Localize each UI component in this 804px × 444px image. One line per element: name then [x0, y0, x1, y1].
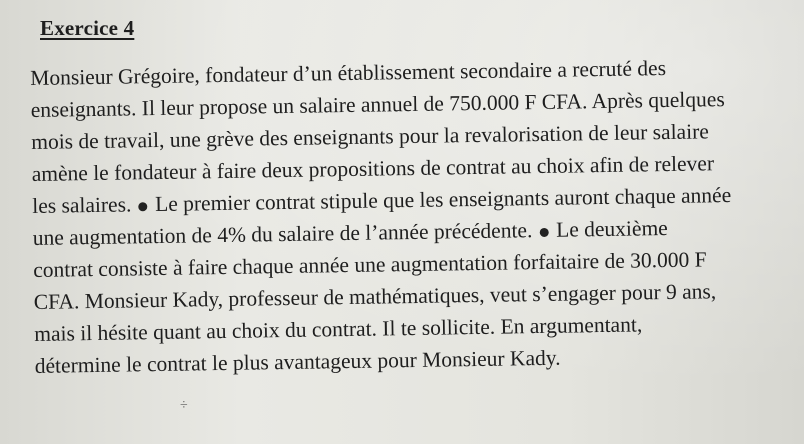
statement-line-7: contrat consiste à faire chaque année une augmentation forfaitaire de 30.000 F	[33, 247, 707, 282]
statement-line-8: CFA. Monsieur Kady, professeur de mathématiques, veut s’engager pour 9 ans,	[33, 279, 717, 314]
statement-line-3: mois de travail, une grève des enseignants pour la revalorisation de leur salaire	[31, 119, 709, 154]
exercise-statement	[30, 50, 795, 382]
pencil-mark: ÷	[180, 398, 188, 413]
exercise-title: Exercice 4	[40, 16, 135, 40]
statement-line-5-contract-1: Le premier contrat stipule que les enseignants auront chaque année	[154, 183, 732, 217]
statement-line-6-contract-2: Le deuxième	[555, 216, 668, 242]
statement-line-1: Monsieur Grégoire, fondateur d’un établissement secondaire a recruté des	[30, 56, 667, 90]
statement-line-6-text: une augmentation de 4% du salaire de l’année précédente.	[32, 218, 533, 250]
statement-line-5-text: les salaires.	[32, 192, 132, 218]
statement-line-2: enseignants. Il leur propose un salaire annuel de 750.000 F CFA. Après quelques	[30, 87, 725, 122]
statement-line-4: amène le fondateur à faire deux propositions de contrat au choix afin de relever	[31, 151, 715, 186]
statement-line-9: mais il hésite quant au choix du contrat. Il te sollicite. En argumentant,	[34, 312, 643, 346]
bullet-dot-icon	[139, 202, 148, 211]
statement-line-10: détermine le contrat le plus avantageux pour Monsieur Kady.	[34, 345, 561, 378]
bullet-dot-icon	[540, 227, 549, 236]
